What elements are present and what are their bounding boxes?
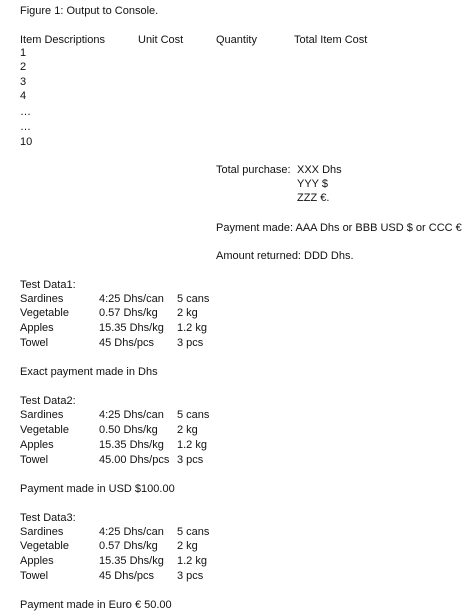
item-unit-cost: 45 Dhs/pcs (99, 337, 155, 349)
test-payment-note: Payment made in Euro € 50.00 (20, 599, 172, 611)
test-payment-note: Payment made in USD $100.00 (20, 483, 175, 495)
item-unit-cost: 45.00 Dhs/pcs (99, 454, 170, 466)
amount-returned-line: Amount returned: DDD Dhs. (216, 250, 354, 262)
header-unit-cost: Unit Cost (138, 34, 184, 46)
total-dhs: XXX Dhs (297, 164, 342, 176)
header-total-item-cost: Total Item Cost (294, 34, 368, 46)
item-name: Sardines (20, 409, 64, 421)
item-quantity: 1.2 kg (177, 439, 207, 451)
item-name: Sardines (20, 526, 64, 538)
payment-made-line: Payment made: AAA Dhs or BBB USD $ or CCC € (216, 222, 462, 234)
item-quantity: 2 kg (177, 540, 198, 552)
item-unit-cost: 4:25 Dhs/can (99, 526, 164, 538)
test-data-title: Test Data1: (20, 279, 76, 291)
item-name: Sardines (20, 293, 64, 305)
figure-caption: Figure 1: Output to Console. (20, 5, 159, 17)
item-quantity: 5 cans (177, 526, 210, 538)
row-number: 2 (20, 61, 27, 73)
item-name: Apples (20, 439, 54, 451)
item-quantity: 3 pcs (177, 570, 204, 582)
item-quantity: 5 cans (177, 293, 210, 305)
item-quantity: 2 kg (177, 424, 198, 436)
header-quantity: Quantity (216, 34, 257, 46)
total-usd: YYY $ (297, 178, 328, 190)
item-unit-cost: 0.57 Dhs/kg (99, 307, 158, 319)
test-data-title: Test Data2: (20, 395, 76, 407)
item-name: Vegetable (20, 307, 69, 319)
item-unit-cost: 15.35 Dhs/kg (99, 555, 164, 567)
item-unit-cost: 4:25 Dhs/can (99, 409, 164, 421)
total-eur: ZZZ €. (297, 192, 330, 204)
row-number: 10 (20, 136, 33, 148)
item-name: Towel (20, 337, 49, 349)
row-ellipsis: … (20, 121, 31, 133)
header-item-descriptions: Item Descriptions (20, 34, 105, 46)
item-unit-cost: 0.57 Dhs/kg (99, 540, 158, 552)
item-name: Apples (20, 322, 54, 334)
item-unit-cost: 15.35 Dhs/kg (99, 439, 164, 451)
row-number: 4 (20, 90, 27, 102)
item-quantity: 3 pcs (177, 454, 204, 466)
item-unit-cost: 4:25 Dhs/can (99, 293, 164, 305)
item-quantity: 1.2 kg (177, 322, 207, 334)
total-purchase-label: Total purchase: (216, 164, 291, 176)
item-quantity: 5 cans (177, 409, 210, 421)
item-quantity: 1.2 kg (177, 555, 207, 567)
item-name: Towel (20, 454, 49, 466)
item-name: Vegetable (20, 424, 69, 436)
item-unit-cost: 15.35 Dhs/kg (99, 322, 164, 334)
item-unit-cost: 0.50 Dhs/kg (99, 424, 158, 436)
test-payment-note: Exact payment made in Dhs (20, 366, 158, 378)
test-data-title: Test Data3: (20, 512, 76, 524)
row-ellipsis: … (20, 106, 31, 118)
item-quantity: 3 pcs (177, 337, 204, 349)
item-quantity: 2 kg (177, 307, 198, 319)
item-name: Towel (20, 570, 49, 582)
item-unit-cost: 45 Dhs/pcs (99, 570, 155, 582)
item-name: Apples (20, 555, 54, 567)
row-number: 3 (20, 76, 27, 88)
row-number: 1 (20, 47, 27, 59)
item-name: Vegetable (20, 540, 69, 552)
